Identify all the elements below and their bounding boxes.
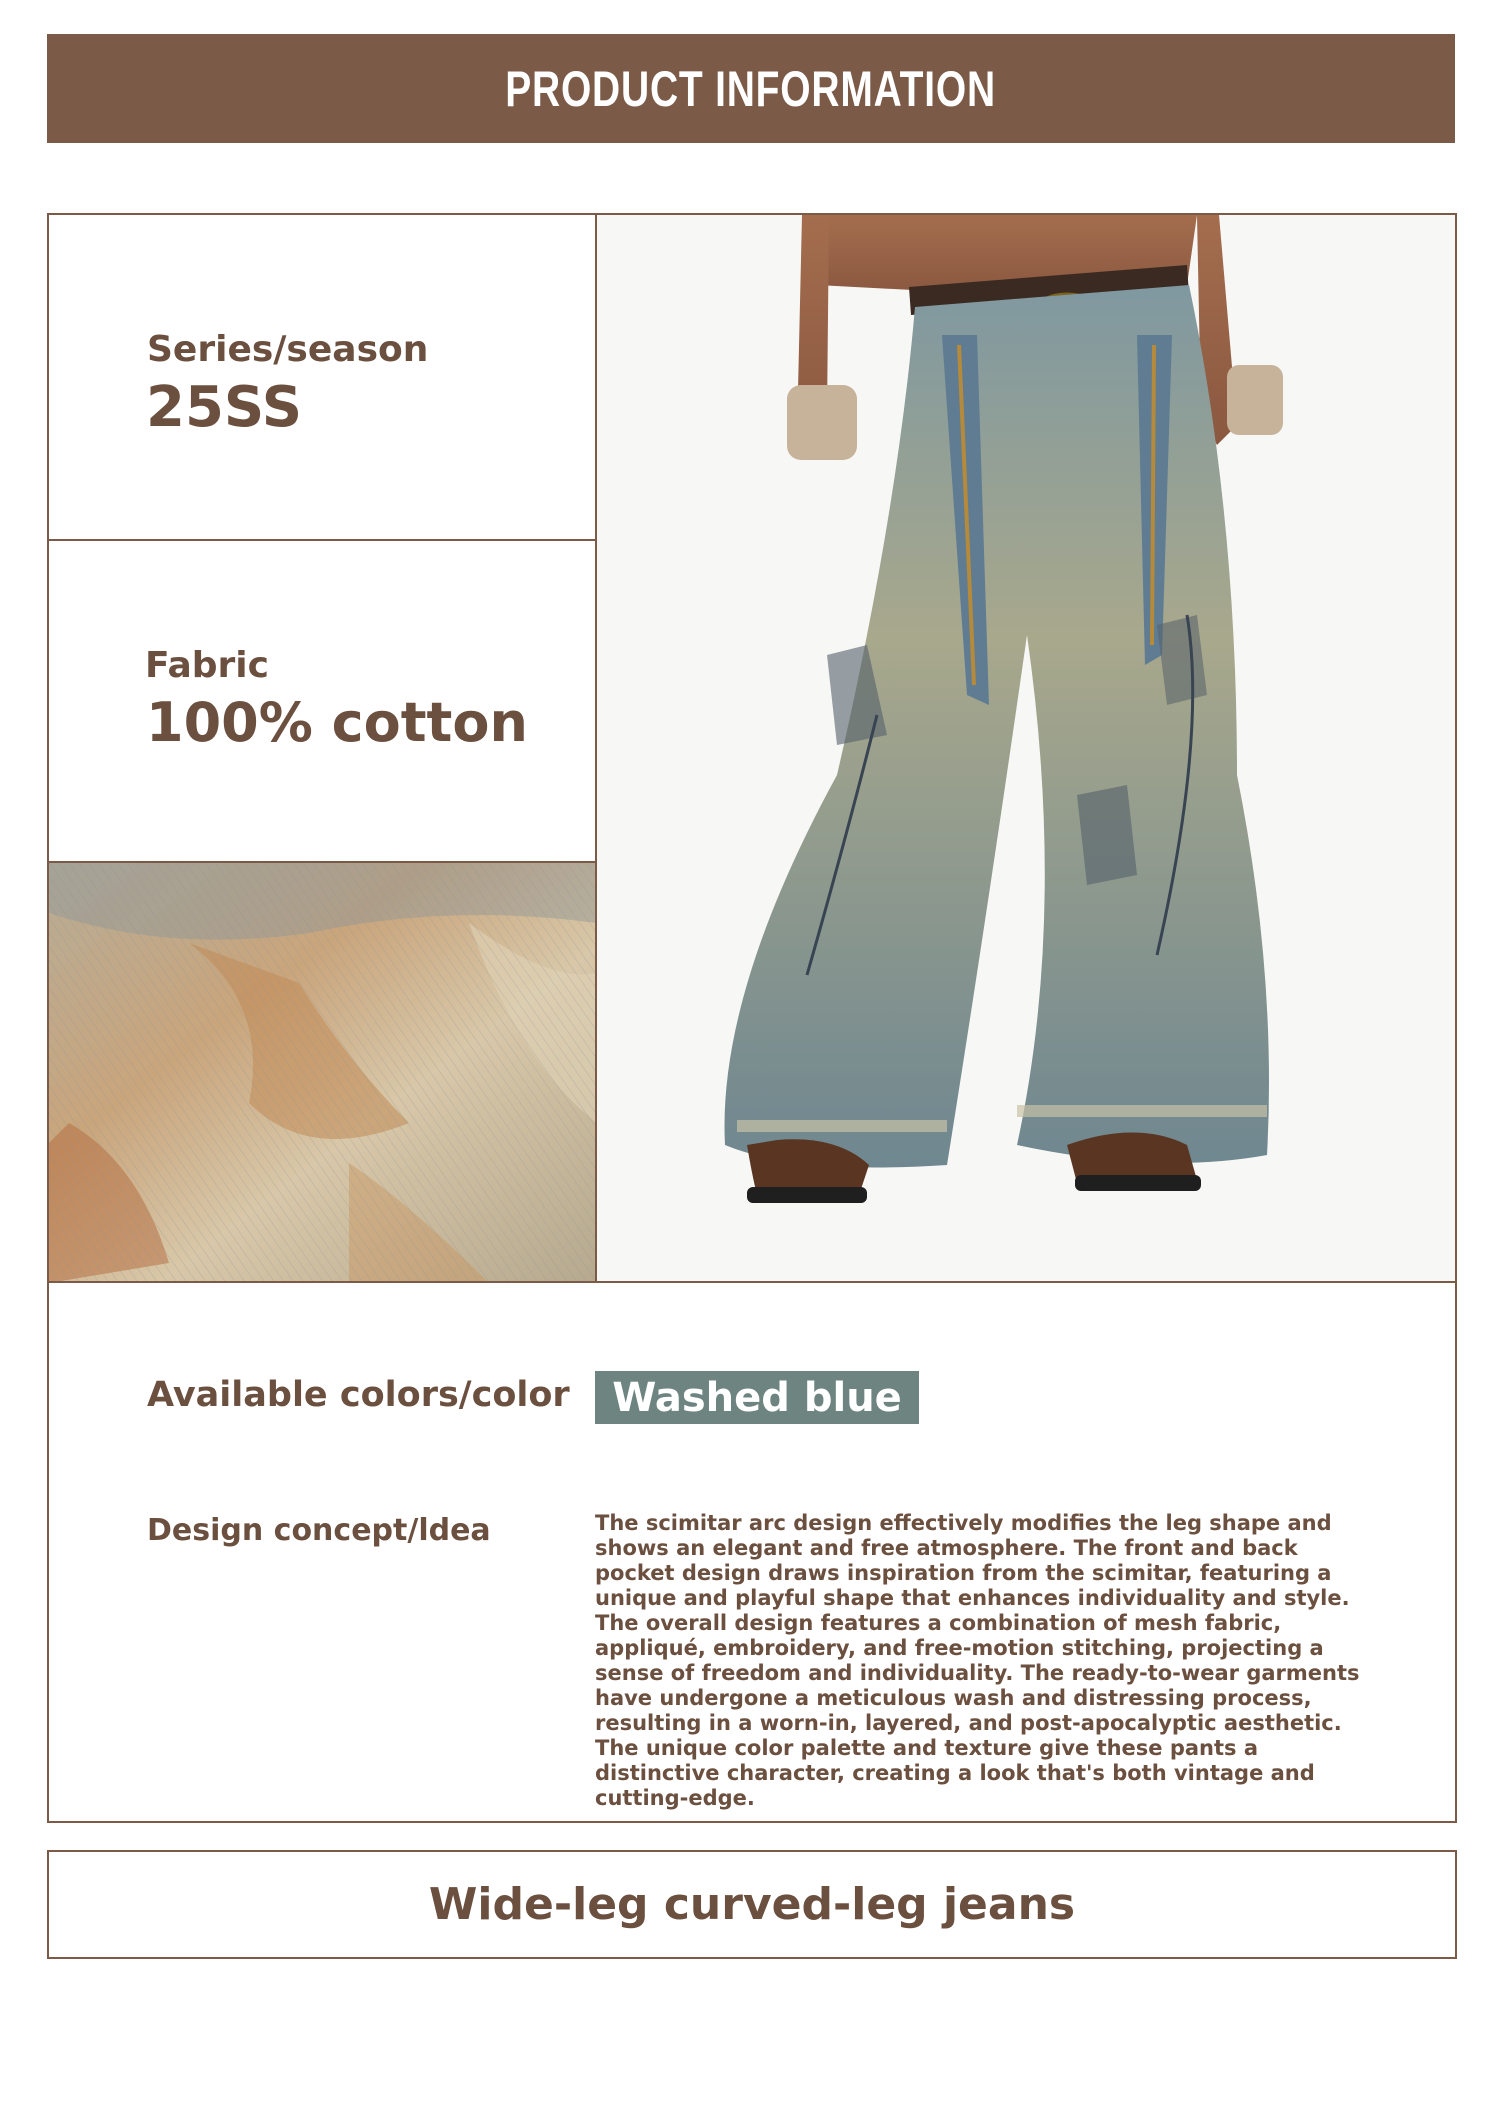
- fabric-label: Fabric: [145, 645, 269, 686]
- fabric-value: 100% cotton: [146, 691, 528, 754]
- product-name-box: [47, 1850, 1457, 1959]
- design-description: The scimitar arc design effectively modifies the leg shape and shows an elegant and free atmosphere. The front and back pocket design draws inspiration from the scimitar, featuring a unique and playful shape that enhances individuality and style. The overall design features a combination of mesh fabric, appliqué, embroidery, and free-motion stitching, projecting a sense of freedom and individuality. The ready-to-wear garments have undergone a meticulous wash and distressing process, resulting in a worn-in, layered, and post-apocalyptic aesthetic. The unique color palette and texture give these pants a distinctive character, creating a look that's both vintage and cutting-edge.: [595, 1511, 1360, 1810]
- season-label: Series/season: [147, 329, 429, 370]
- product-info-frame: [47, 213, 1457, 1823]
- season-value: 25SS: [146, 375, 303, 440]
- design-label: Design concept/ldea: [147, 1513, 491, 1548]
- product-photo: [597, 215, 1455, 1283]
- header-title: PRODUCT INFORMATION: [505, 60, 997, 117]
- season-cell: [49, 215, 597, 541]
- product-name: Wide-leg curved-leg jeans: [428, 1879, 1076, 1930]
- colors-label: Available colors/color: [147, 1375, 570, 1415]
- fabric-swatch-image: [49, 863, 597, 1283]
- header-banner: [47, 34, 1455, 143]
- fabric-cell: [49, 541, 597, 863]
- color-chip: Washed blue: [595, 1371, 919, 1424]
